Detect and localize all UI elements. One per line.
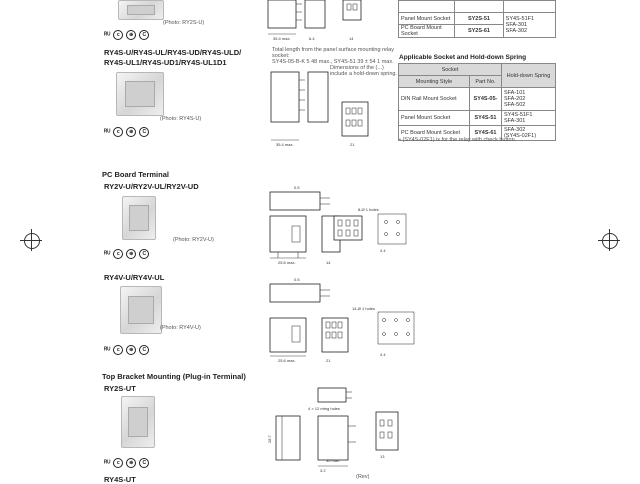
ul-icon: ᴿᵁ xyxy=(104,250,111,258)
table-cell: Panel Mount Socket xyxy=(399,13,455,25)
dim-label: 30 max. xyxy=(326,458,341,463)
photo-caption: (Photo: RY2V-U) xyxy=(173,237,214,243)
tuv-icon: ⊕ xyxy=(126,249,136,259)
relay-photo-ry4s xyxy=(116,72,164,116)
cert-icons xyxy=(104,127,149,137)
registration-mark-left xyxy=(24,233,40,249)
table-cell: Panel Mount Socket xyxy=(399,111,470,126)
ry2s-ut-title: RY2S-UT xyxy=(104,384,136,393)
table-row xyxy=(399,88,556,111)
dim-label: 4.4 xyxy=(380,352,386,357)
dimension-drawing-ry2v xyxy=(266,186,436,266)
bottom-right-note: (Rev) xyxy=(356,474,370,480)
note-line: Dimensions of the (...) xyxy=(330,65,384,71)
dim-label: 28.7 xyxy=(267,435,272,443)
dim-label: 13 xyxy=(380,454,385,459)
note-line: SY4S-05-B-K 5 48 max., SY4S-51 39 ± 54 1 max. xyxy=(272,59,394,65)
relay-photo-ry2s xyxy=(118,0,164,20)
dim-label: 4 × 12 mtng holes xyxy=(308,406,340,411)
table-cell: PC Board Mount Socket xyxy=(399,25,455,38)
cert-icons xyxy=(104,458,149,468)
socket-table-title: Applicable Socket and Hold-down Spring xyxy=(399,54,527,61)
socket-table xyxy=(398,63,556,141)
dim-label: 0.5 xyxy=(294,185,300,190)
tuv-icon: ⊕ xyxy=(126,458,136,468)
dim-label: 35.4 max. xyxy=(276,142,294,147)
cert-icons xyxy=(104,249,149,259)
dimension-drawing-ry2s xyxy=(265,0,375,45)
table-cell: SY4S-51F1 SFA-301 xyxy=(501,111,555,126)
ul-icon: ᴿᵁ xyxy=(104,31,111,39)
table-cell: SY2S-61 xyxy=(455,25,503,38)
socket-footnote: • (SY4S-02F1) is for the relay with check button. xyxy=(399,137,517,143)
dim-label: 25.6 max. xyxy=(278,260,296,265)
table-cell: SY4S-51F1 SFA-301 SFA-302 xyxy=(503,13,555,38)
table-cell: SY4S-51 xyxy=(469,111,501,126)
ry4s-title-line2: RY4S-UL1/RY4S-UD1/RY4S-UL1D1 xyxy=(104,58,227,67)
dim-label: 6.4 xyxy=(309,36,315,41)
dim-label: 3.2 xyxy=(320,468,326,473)
table-header: Mounting Style xyxy=(399,76,470,88)
dim-label: 14-Ø 1 holes xyxy=(352,306,375,311)
dim-label: 25.6 max. xyxy=(278,358,296,363)
socket-table-top xyxy=(398,0,556,38)
photo-caption: (Photo: RY4S-U) xyxy=(160,116,202,122)
tuv-icon: ⊕ xyxy=(126,30,136,40)
section-title-top-bracket: Top Bracket Mounting (Plug-in Terminal) xyxy=(102,372,246,381)
ry4s-ut-title: RY4S-UT xyxy=(104,475,136,484)
dim-label: 14 xyxy=(349,36,354,41)
cert-icons xyxy=(104,30,149,40)
dim-label: 35.4 max. xyxy=(273,36,291,41)
ul-icon: ᴿᵁ xyxy=(104,128,111,136)
ce-icon: C xyxy=(139,345,149,355)
section-title-pc-board: PC Board Terminal xyxy=(102,170,169,179)
photo-caption: (Photo: RY2S-U) xyxy=(163,20,205,26)
csa-icon: c xyxy=(113,249,123,259)
csa-icon: c xyxy=(113,127,123,137)
tuv-icon: ⊕ xyxy=(126,345,136,355)
dim-label: 8-Ø 1 holes xyxy=(358,207,379,212)
dim-label: 4.4 xyxy=(380,248,386,253)
relay-photo-ry4v xyxy=(120,286,162,334)
table-cell: SY4S-61 xyxy=(469,126,501,141)
relay-photo-ry2v xyxy=(122,196,156,240)
ry2v-title: RY2V-U/RY2V-UL/RY2V-UD xyxy=(104,182,199,191)
ul-icon: ᴿᵁ xyxy=(104,459,111,467)
ry4v-title: RY4V-U/RY4V-UL xyxy=(104,273,165,282)
table-cell: SFA-302 (SY4S-02F1) xyxy=(501,126,555,141)
table-header: Hold-down Spring xyxy=(501,64,555,88)
csa-icon: c xyxy=(113,30,123,40)
note-line: include a hold-down spring. xyxy=(330,71,397,77)
tuv-icon: ⊕ xyxy=(126,127,136,137)
dim-label: 21 xyxy=(350,142,355,147)
table-cell: DIN Rail Mount Socket xyxy=(399,88,470,111)
dim-label: 0.5 xyxy=(294,277,300,282)
ce-icon: C xyxy=(139,249,149,259)
ce-icon: C xyxy=(139,458,149,468)
ul-icon: ᴿᵁ xyxy=(104,346,111,354)
ce-icon: C xyxy=(139,127,149,137)
table-header: Part No. xyxy=(469,76,501,88)
photo-caption: (Photo: RY4V-U) xyxy=(160,325,201,331)
table-header: Socket xyxy=(399,64,502,76)
dim-label: 14 xyxy=(326,260,331,265)
table-cell: PC Board Mount Socket xyxy=(399,126,470,141)
ry4s-title-line1: RY4S-U/RY4S-UL/RY4S-UD/RY4S-ULD/ xyxy=(104,48,242,57)
note-line: Total length from the panel surface mounting relay socket: xyxy=(272,47,394,59)
ce-icon: C xyxy=(139,30,149,40)
cert-icons xyxy=(104,345,149,355)
dimension-drawing-ry4s xyxy=(268,72,378,150)
csa-icon: c xyxy=(113,458,123,468)
csa-icon: c xyxy=(113,345,123,355)
registration-mark-right xyxy=(602,233,618,249)
relay-photo-ry2s-ut xyxy=(121,396,155,448)
dimension-drawing-ry2s-ut xyxy=(268,386,418,476)
table-row xyxy=(399,111,556,126)
dim-label: 21 xyxy=(326,358,331,363)
table-cell: SY4S-05- xyxy=(469,88,501,111)
table-cell: SFA-101 SFA-202 SFA-502 xyxy=(501,88,555,111)
dimension-drawing-ry4v xyxy=(266,278,436,364)
table-cell: SY2S-51 xyxy=(455,13,503,25)
